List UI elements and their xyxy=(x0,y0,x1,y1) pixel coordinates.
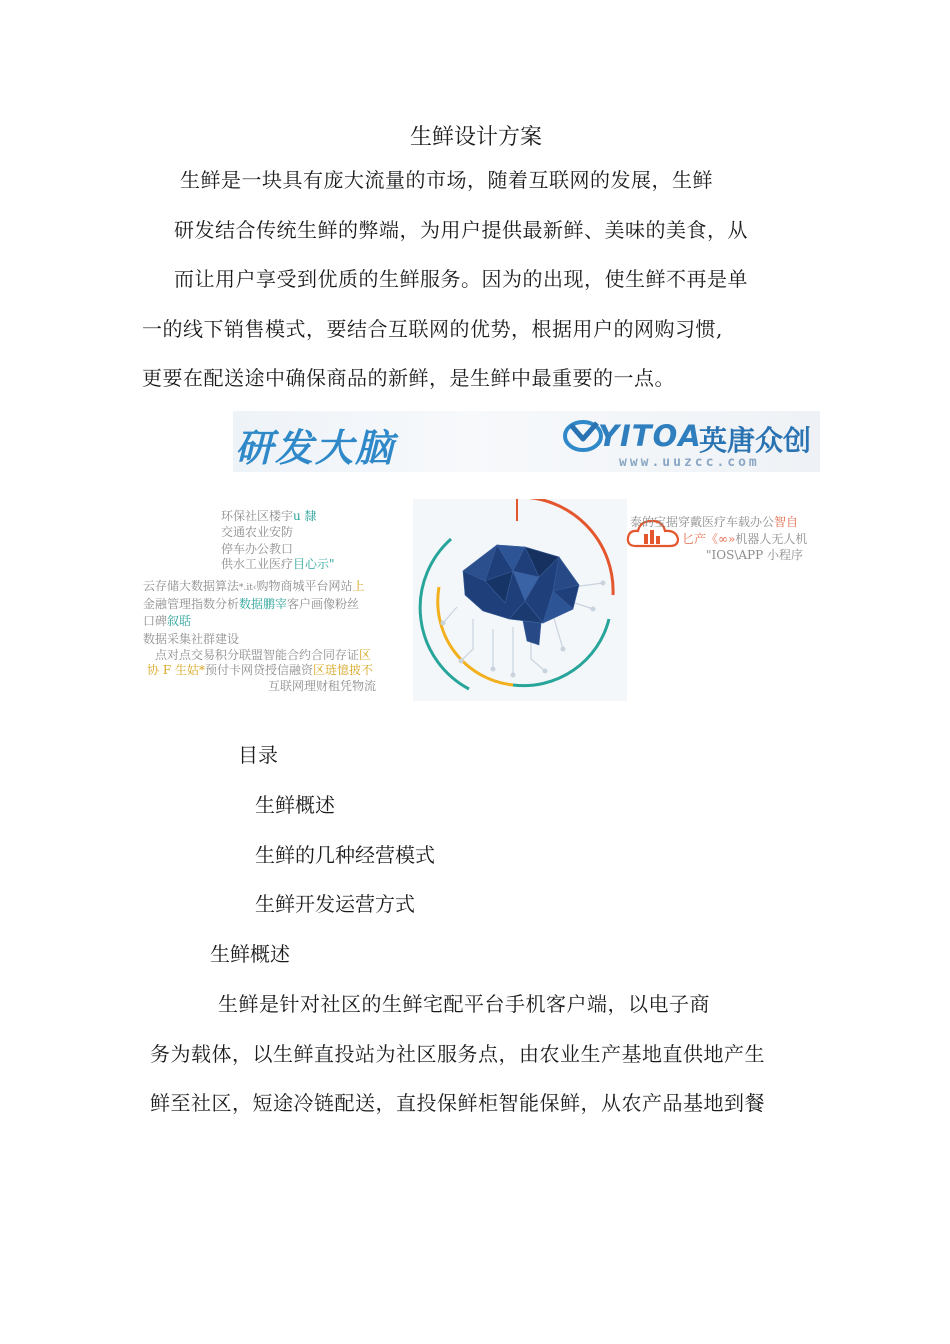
document-title: 生鲜设计方案 xyxy=(410,125,543,150)
intro-line-5: 更要在配送途中确保商品的新鲜，是生鲜中最重要的一点。 xyxy=(142,366,675,390)
keyword-line: 协 F 生姑*预付卡网贷授信融资区琏憶披不 xyxy=(147,663,373,677)
brand-banner xyxy=(233,411,820,472)
toc-heading: 目录 xyxy=(238,743,278,767)
toc-item: 生鲜概述 xyxy=(255,793,335,817)
banner-brand-name: YITOA xyxy=(598,419,702,453)
toc-item: 生鲜的几种经营模式 xyxy=(255,843,435,867)
keyword-line: 供水工业医疗目心示" xyxy=(221,557,335,571)
keyword-line: 互联网理财租凭物流 xyxy=(268,679,377,693)
section-line-3: 鲜至社区，短途冷链配送，直投保鲜柜智能保鲜，从农产品基地到餐 xyxy=(150,1091,765,1115)
keyword-line: 点对点交易积分联盟智能合约合同存证区 xyxy=(155,648,372,662)
banner-headline: 研发大脑 xyxy=(235,426,396,470)
keyword-line: 口碑叙聒 xyxy=(143,614,192,628)
keyword-line: 环保社区楼宇u 隸 xyxy=(221,509,317,523)
keyword-line: 泰的宝据穿戴医疗车载办公智自 xyxy=(630,515,799,529)
section-line-1: 生鲜是针对社区的生鲜宅配平台手机客户端，以电子商 xyxy=(218,992,710,1016)
keyword-line: 金融管理指数分析数据鹏宰客户画像粉丝 xyxy=(143,597,360,611)
keyword-line: "IOS\APP 小程序 xyxy=(706,548,803,562)
intro-line-2: 研发结合传统生鲜的弊端，为用户提供最新鲜、美味的美食，从 xyxy=(174,218,748,242)
keyword-line: 停车办公教口 xyxy=(221,542,294,556)
section-line-2: 务为载体，以生鲜直投站为社区服务点，由农业生产基地直供地产生 xyxy=(150,1042,765,1066)
banner-url: www.uuzcc.com xyxy=(619,455,760,470)
keyword-line: 云存储大数据算法*.it‹购物商城平台网站上 xyxy=(143,579,365,593)
brain-hub-graphic xyxy=(413,499,627,701)
banner-brand-cn: 英唐众创 xyxy=(699,424,812,457)
toc-item: 生鲜开发运营方式 xyxy=(255,892,415,916)
keyword-line: 数据采集社群建设 xyxy=(143,632,240,646)
intro-line-1: 生鲜是一块具有庞大流量的市场，随着互联网的发展，生鲜 xyxy=(180,168,713,192)
intro-line-4: 一的线下销售模式，要结合互联网的优势，根据用户的网购习惯, xyxy=(142,317,723,341)
keyword-line: 交通农业安防 xyxy=(221,525,294,539)
intro-line-3: 而让用户享受到优质的生鲜服务。因为的出现，使生鲜不再是单 xyxy=(174,267,748,291)
section-heading: 生鲜概述 xyxy=(210,942,290,966)
keyword-line: 匕产《∞»机器人无人机 xyxy=(682,532,808,546)
